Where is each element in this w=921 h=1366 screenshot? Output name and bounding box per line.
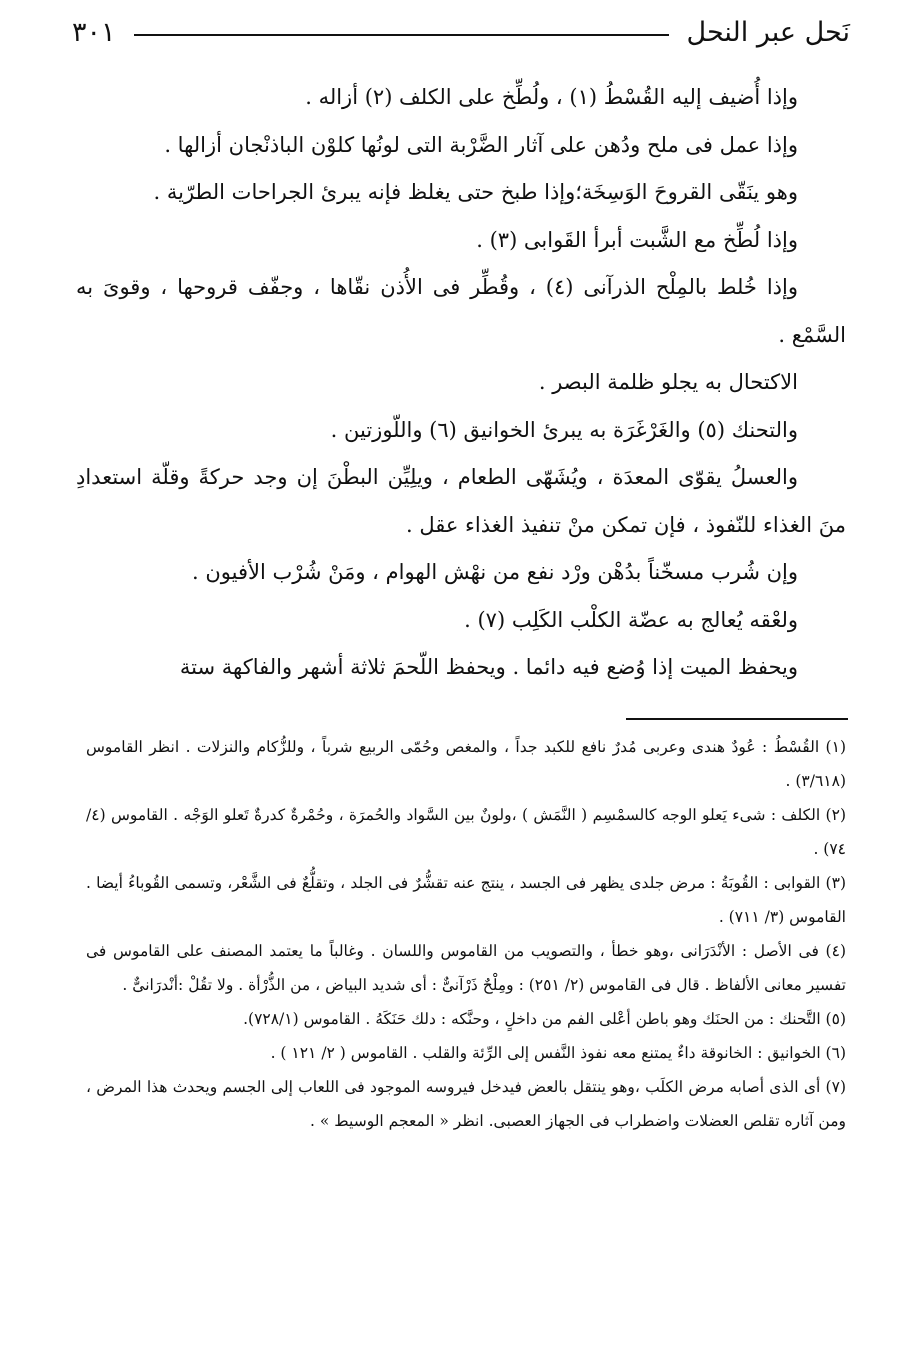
footnote: (١) القُسْطُ : عُودٌ هندى وعربى مُدرٌ نافع للكبد جداً ، والمغص وحُمّى الربيع شرباً ، وللزُّكام والنزلات . انظر القاموس (٣/٦١٨) . <box>86 738 846 790</box>
footnote: (٧) أى الذى أصابه مرض الكلَب ،وهو ينتقل بالعض فيدخل فيروسه الموجود فى اللعاب إلى الجسم ويحدث هذا المرض ، ومن آثاره تقلص العضلات واضطراب فى الجهاز العصبى. انظر « المعجم الوسيط » . <box>86 1078 846 1130</box>
paragraph: وإذا عمل فى ملح ودُهن على آثار الضَّرْبة التى لونُها كلوْن الباذنْجان أزالها . <box>164 132 798 157</box>
footnotes <box>86 730 846 1138</box>
main-text <box>76 74 846 692</box>
footnote-separator <box>626 718 848 720</box>
footnote: (٦) الخوانيق : الخانوقة داءٌ يمتنع معه نفوذ النَّفس إلى الرِّئة والقلب . القاموس ( ٢/ ١٢١ ) . <box>270 1044 846 1062</box>
header-rule <box>134 34 669 36</box>
page-header <box>72 10 850 54</box>
paragraph: وإذا خُلط بالمِلْح الذرآنى (٤) ، وقُطِّر فى الأُذن نقّاها ، وجفّف قروحها ، وقوىَ به السَّمْع . <box>76 275 846 347</box>
paragraph: الاكتحال به يجلو ظلمة البصر . <box>538 370 798 394</box>
footnote: (٤) فى الأصل : الأنْدَرَانى ،وهو خطأ ، والتصويب من القاموس واللسان . وغالباً ما يعتمد المصنف على القاموس فى تفسير معانى الألفاظ . قال فى القاموس (٢/ ٢٥١) : ومِلْحٌ ذَرْآنىٌّ : أى شديد البياض ، من الذُّرْأة . ولا تقُلْ :أنْدرَانىٌّ . <box>86 942 846 994</box>
paragraph: وإذا لُطِّخ مع الشَّبت أبرأ القَوابى (٣) . <box>476 227 798 252</box>
footnote: (٢) الكلف : شىء يَعلو الوجه كالسمْسِم ( النَّمَش ) ،ولونٌ بين السَّواد والحُمرَة ، وحُمْرةٌ كدرةٌ تَعلو الوَجْه . القاموس (٤/ ٧٤) . <box>86 806 846 858</box>
paragraph: وإن شُرب مسخّناً بدُهْن ورْد نفع من نهْش الهوام ، ومَنْ شُرْب الأفيون . <box>192 560 798 584</box>
footnote: (٥) التَّحنك : من الحنَك وهو باطن أعْلى الفم من داخلٍ ، وحنَّكه : دلك حَنَكَهُ . القاموس (٧٢٨/١). <box>243 1010 846 1028</box>
footnote: (٣) القوابى : القُوبَةُ : مرض جلدى يظهر فى الجسد ، ينتج عنه تقشُّرٌ فى الجلد ، وتقلُّعٌ فى الشَّعْر، وتسمى القُوباءُ أيضا . القاموس (٣/ ٧١١) . <box>86 874 846 926</box>
running-title: نَحل عبر النحل <box>686 16 850 48</box>
paragraph: والتحنك (٥) والغَرْغَرَة به يبرئ الخوانيق (٦) واللّوزتين . <box>330 417 798 442</box>
paragraph: ويحفظ الميت إذا وُضع فيه دائما . ويحفظ اللّحمَ ثلاثة أشهر والفاكهة ستة <box>179 655 798 679</box>
paragraph: والعسلُ يقوّى المعدَة ، ويُشَهّى الطعام ، ويلِيِّن البطْنَ إن وجد حركةً وقلّة استعدادِ منَ الغذاء للنّفوذ ، فإن تمكن منْ تنفيذ الغذاء عقل . <box>76 465 846 537</box>
paragraph: وإذا أُضيف إليه القُسْطُ (١) ، ولُطِّخ على الكلف (٢) أزاله . <box>305 85 798 109</box>
page-number: ٣٠١ <box>72 16 116 48</box>
paragraph: ولعْقه يُعالج به عضّة الكلْب الكَلِب (٧) . <box>464 607 798 632</box>
paragraph: وهو ينَقّى القروحَ الوَسِخَة؛وإذا طبخ حتى يغلظ فإنه يبرئ الجراحات الطرّية . <box>153 180 798 204</box>
